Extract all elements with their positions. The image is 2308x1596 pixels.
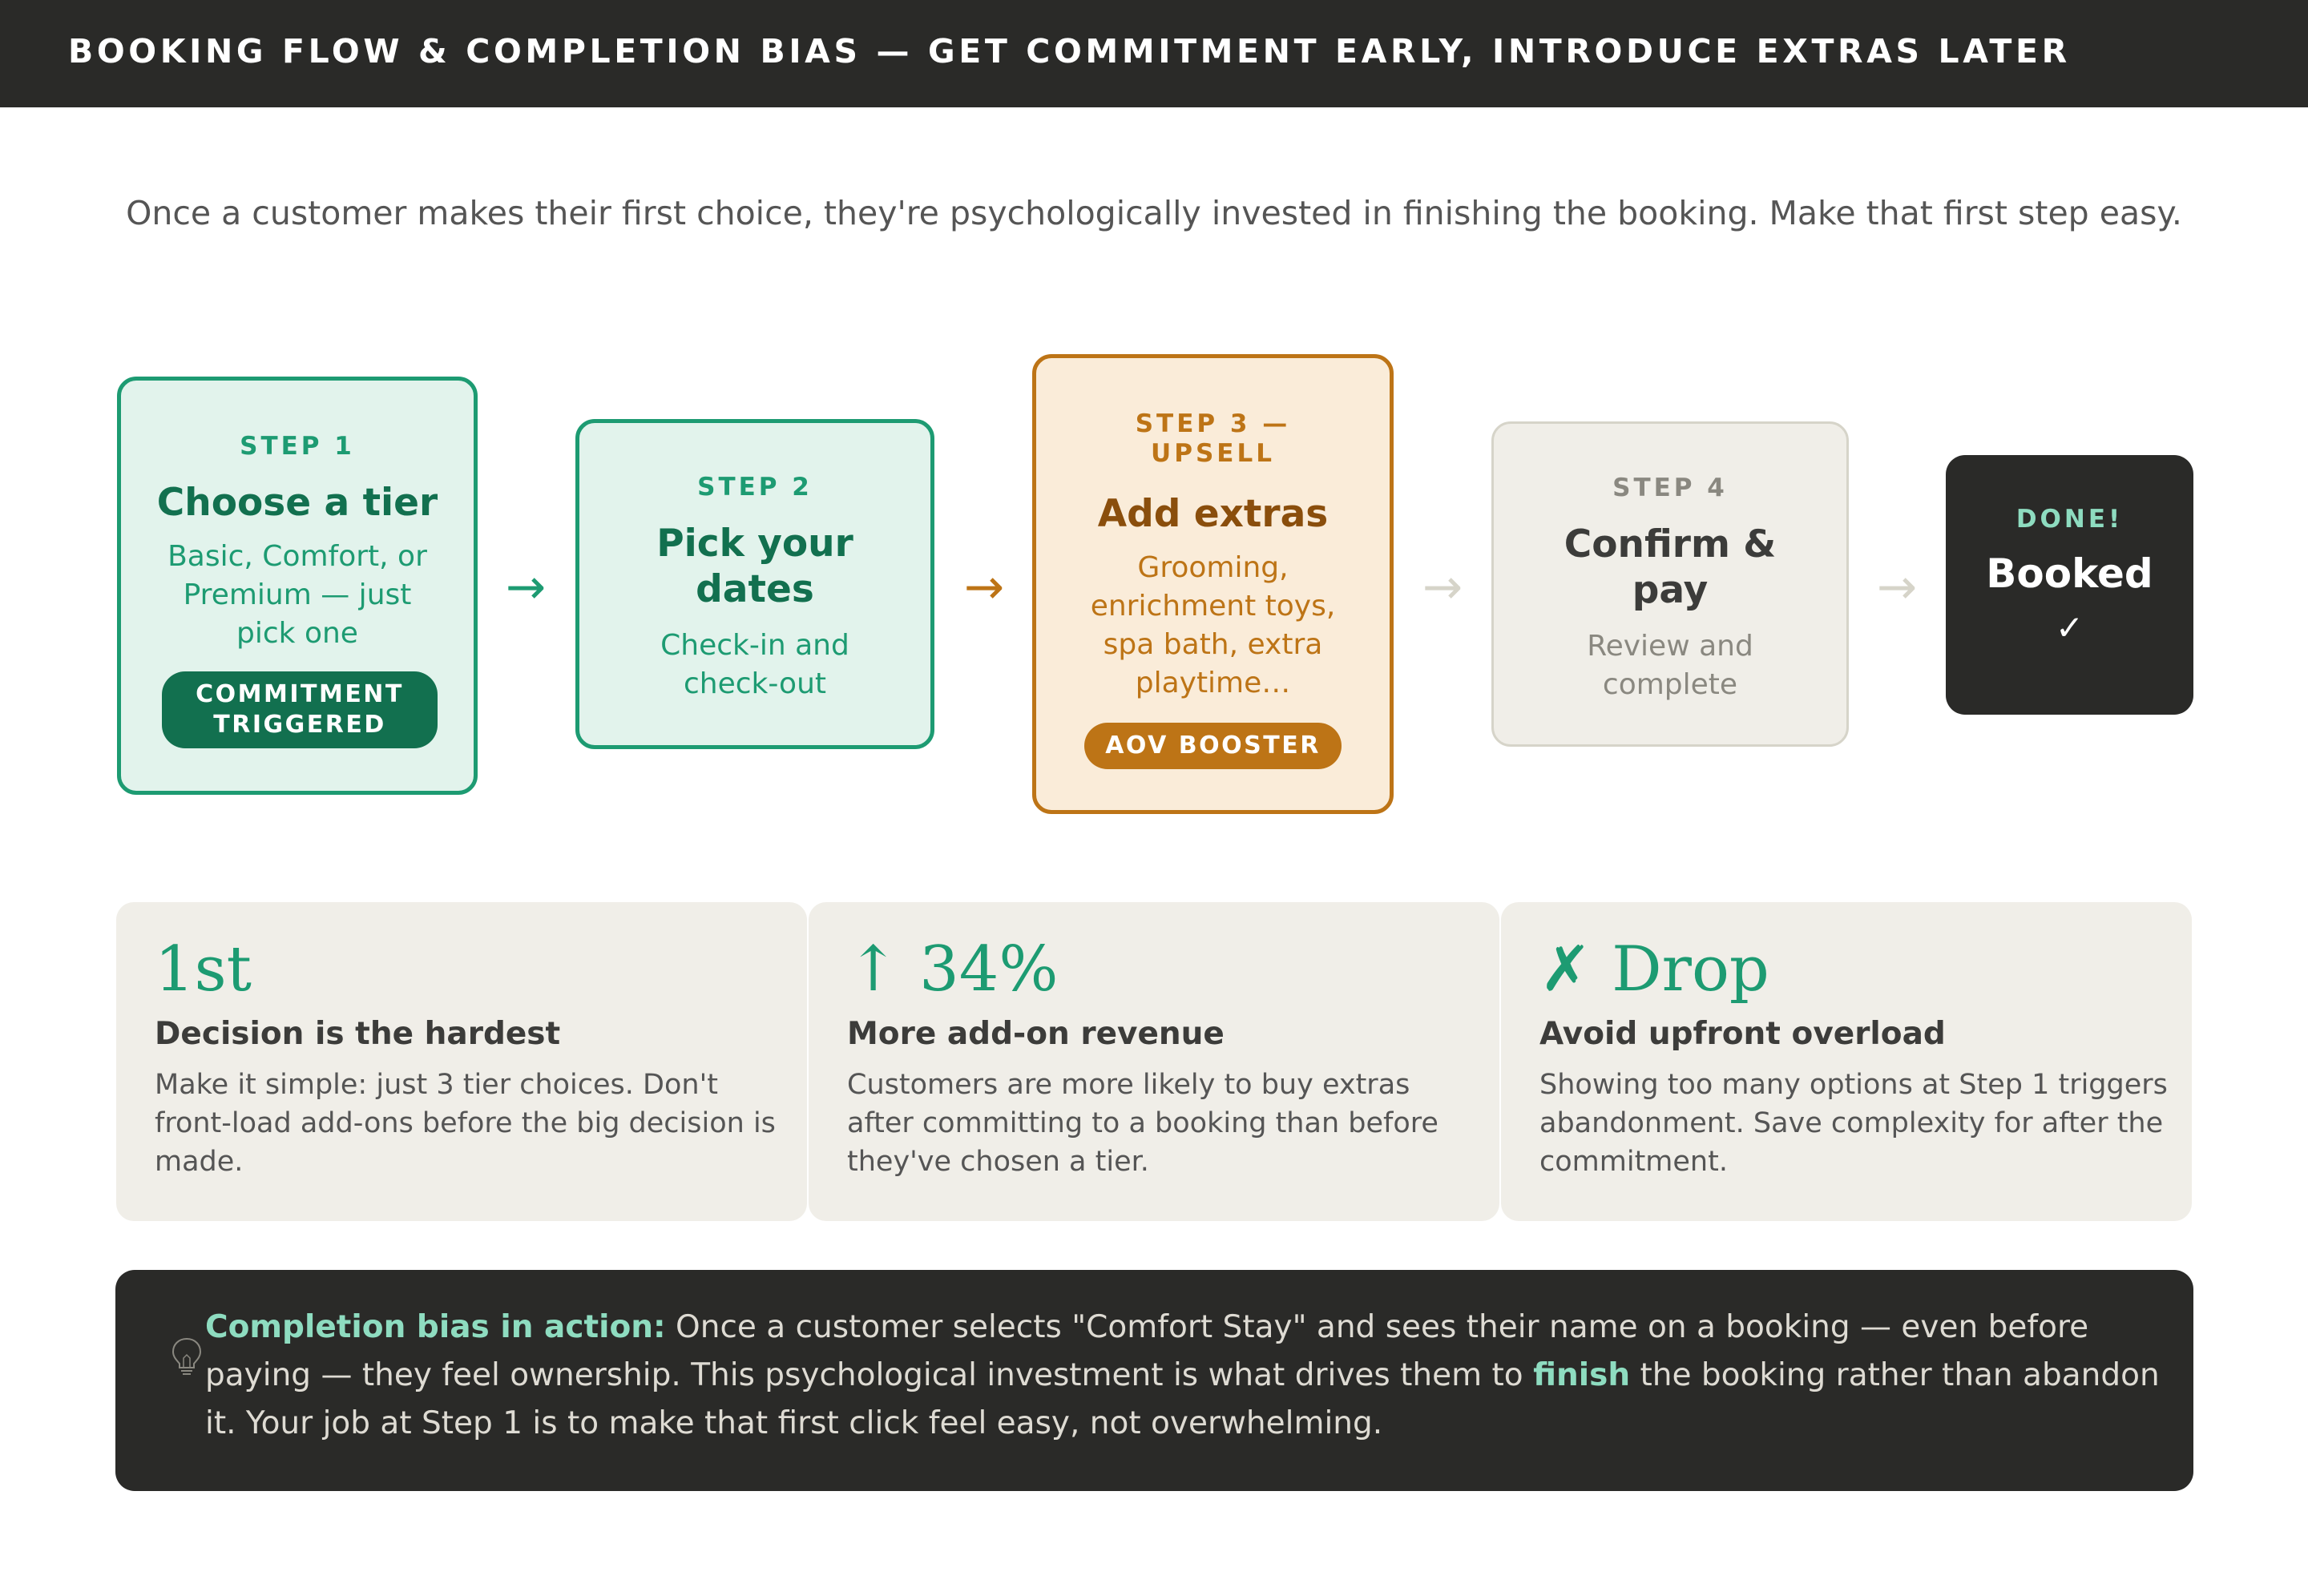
step-2-card: [575, 419, 934, 749]
stat-heading: Decision is the hardest: [155, 1016, 561, 1052]
stat-body: Showing too many options at Step 1 triggers abandonment. Save complexity for after the commitment.: [1539, 1069, 2168, 1178]
stat-card-overload: [1501, 902, 2192, 1221]
step-4-title: Confirm & pay: [1564, 522, 1777, 612]
header-bar: [0, 0, 2308, 107]
step-4-desc: Review and complete: [1587, 630, 1753, 701]
step-3-title: Add extras: [1097, 492, 1329, 536]
stat-body: Customers are more likely to buy extras after committing to a booking than before they've chosen a tier.: [847, 1069, 1438, 1178]
arrow-3-icon: →: [1422, 559, 1463, 615]
step-2-desc: Check-in and check-out: [660, 629, 849, 700]
stat-value: 1st: [155, 933, 252, 1006]
callout-lead: Completion bias in action:: [205, 1309, 666, 1345]
aov-booster-badge: AOV BOOSTER: [1084, 723, 1342, 769]
commitment-badge: COMMITMENT TRIGGERED: [162, 671, 438, 748]
intro-text: Once a customer makes their first choice, they're psychologically invested in finishing the booking. Make that first step easy.: [126, 194, 2182, 232]
done-title: Booked: [1986, 550, 2153, 597]
step-1-title: Choose a tier: [156, 481, 438, 525]
callout-emphasis: finish: [1533, 1357, 1631, 1393]
lightbulb-icon: [168, 1336, 205, 1377]
stat-heading: More add-on revenue: [847, 1016, 1225, 1052]
check-icon: ✓: [2055, 608, 2084, 647]
stat-body: Make it simple: just 3 tier choices. Don't front-load add-ons before the big decision is made.: [155, 1069, 776, 1178]
step-4-label: STEP 4: [1612, 474, 1728, 502]
done-card: [1946, 455, 2193, 715]
done-label: DONE!: [2015, 505, 2124, 534]
step-1-label: STEP 1: [240, 432, 355, 461]
completion-bias-callout: [115, 1270, 2193, 1491]
stat-card-addon-revenue: [809, 902, 1499, 1221]
stat-heading: Avoid upfront overload: [1539, 1016, 1946, 1052]
arrow-2-icon: →: [963, 559, 1005, 615]
callout-part1: Once a customer selects "Comfort Stay" and sees their name on a booking — even before paying — they feel ownership. This psychological investment is what drives them to: [205, 1309, 2089, 1393]
stat-value: ↑ 34%: [847, 933, 1059, 1006]
page-title: BOOKING FLOW & COMPLETION BIAS — GET COMMITMENT EARLY, INTRODUCE EXTRAS LATER: [68, 32, 2071, 71]
step-2-title: Pick your dates: [656, 522, 853, 611]
callout-text: [205, 1304, 2161, 1448]
step-4-card: [1491, 421, 1849, 747]
arrow-1-icon: →: [505, 559, 547, 615]
arrow-4-icon: →: [1876, 559, 1918, 615]
stat-card-first-decision: [116, 902, 807, 1221]
step-2-label: STEP 2: [697, 473, 813, 502]
callout-part2: the booking rather than abandon it. Your job at Step 1 is to make that first click feel easy, not overwhelming.: [205, 1357, 2160, 1441]
step-1-card: [117, 377, 478, 795]
step-1-desc: Basic, Comfort, or Premium — just pick one: [167, 540, 427, 650]
step-3-card: [1032, 354, 1394, 814]
stat-value: ✗ Drop: [1539, 933, 1769, 1006]
step-3-label: STEP 3 — UPSELL: [1135, 409, 1291, 468]
step-3-desc: Grooming, enrichment toys, spa bath, extra playtime…: [1090, 551, 1336, 699]
